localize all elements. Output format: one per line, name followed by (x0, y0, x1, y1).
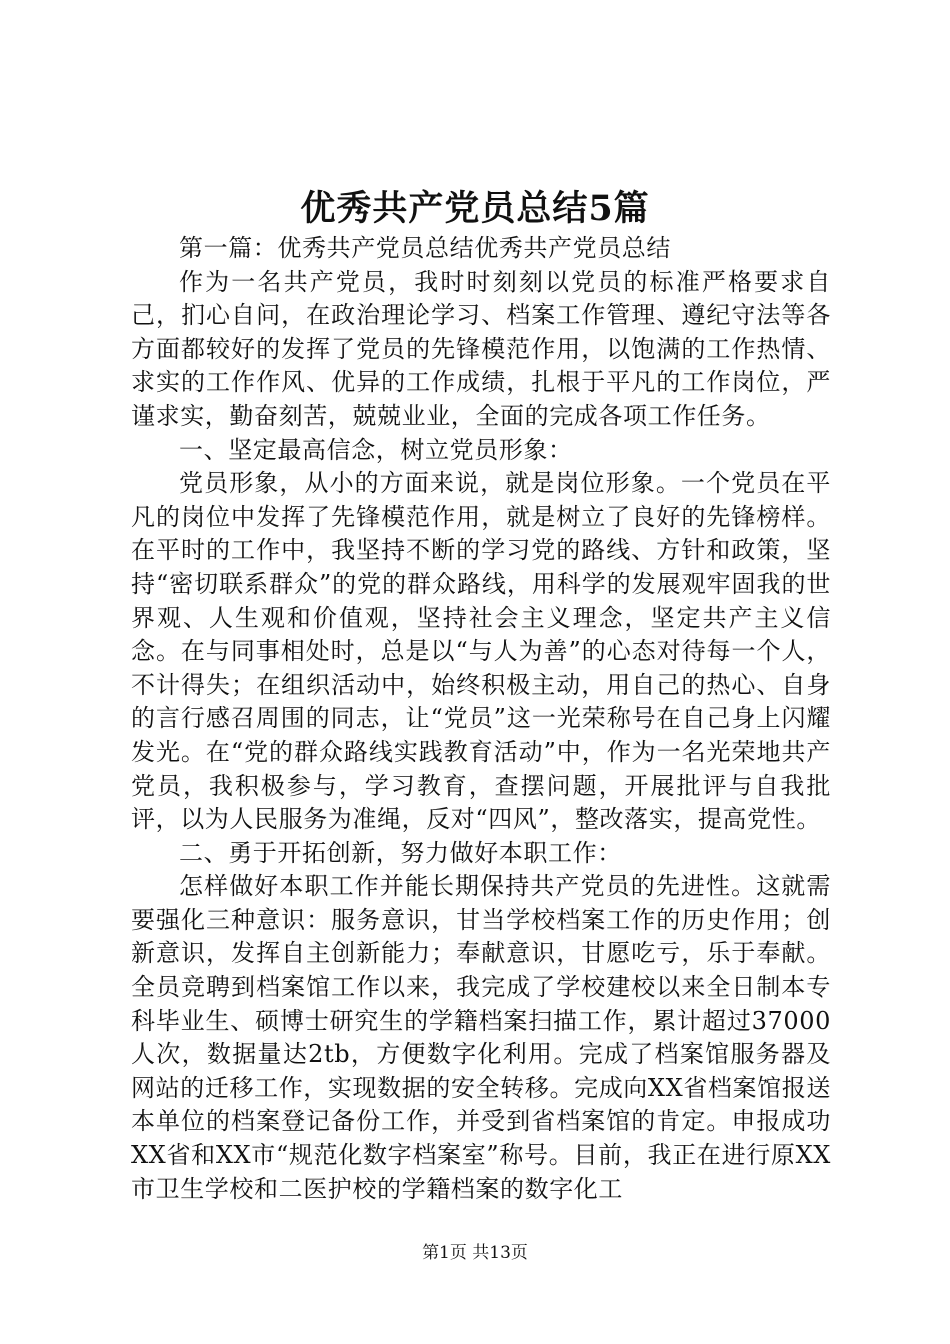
body-paragraph-duties: 怎样做好本职工作并能长期保持共产党员的先进性。这就需要强化三种意识：服务意识，甘当学校档案工作的历史作用；创新意识，发挥自主创新能力；奉献意识，甘愿吃亏，乐于奉献。全员竞聘到档案馆工作以来，我完成了学校建校以来全日制本专科毕业生、硕博士研究生的学籍档案扫描工作，累计超过37000人次，数据量达2tb，方便数字化利用。完成了档案馆服务器及网站的迁移工作，实现数据的安全转移。完成向XX省档案馆报送本单位的档案登记备份工作，并受到省档案馆的肯定。申报成功XX省和XX市“规范化数字档案室”称号。目前，我正在进行原XX市卫生学校和二医护校的学籍档案的数字化工 (131, 872, 831, 1203)
page-number-footer: 第1页 共13页 (422, 1243, 528, 1263)
section-heading-belief: 一、坚定最高信念，树立党员形象： (179, 435, 573, 464)
body-paragraph-intro: 作为一名共产党员，我时时刻刻以党员的标准严格要求自己，扪心自问，在政治理论学习、档案工作管理、遵纪守法等各方面都较好的发挥了党员的先锋模范作用，以饱满的工作热情、求实的工作作风、优异的工作成绩，扎根于平凡的工作岗位，严谨求实，勤奋刻苦，兢兢业业，全面的完成各项工作任务。 (131, 267, 831, 430)
document-body (131, 232, 831, 1206)
body-paragraph-party-image: 党员形象，从小的方面来说，就是岗位形象。一个党员在平凡的岗位中发挥了先锋模范作用，就是树立了良好的先锋榜样。在平时的工作中，我坚持不断的学习党的路线、方针和政策，坚持“密切联系群众”的党的群众路线，用科学的发展观牢固我的世界观、人生观和价值观，坚持社会主义理念，坚定共产主义信念。在与同事相处时，总是以“与人为善”的心态对待每一个人，不计得失；在组织活动中，始终积极主动，用自己的热心、自身的言行感召周围的同志，让“党员”这一光荣称号在自己身上闪耀发光。在“党的群众路线实践教育活动”中，作为一名光荣地共产党员，我积极参与，学习教育，查摆问题，开展批评与自我批评，以为人民服务为准绳，反对“四风”，整改落实，提高党性。 (131, 469, 831, 834)
document-title: 优秀共产党员总结5篇 (300, 188, 650, 229)
section-heading-part-one: 第一篇：优秀共产党员总结优秀共产党员总结 (179, 234, 671, 262)
section-heading-innovation: 二、勇于开拓创新，努力做好本职工作： (179, 838, 622, 867)
